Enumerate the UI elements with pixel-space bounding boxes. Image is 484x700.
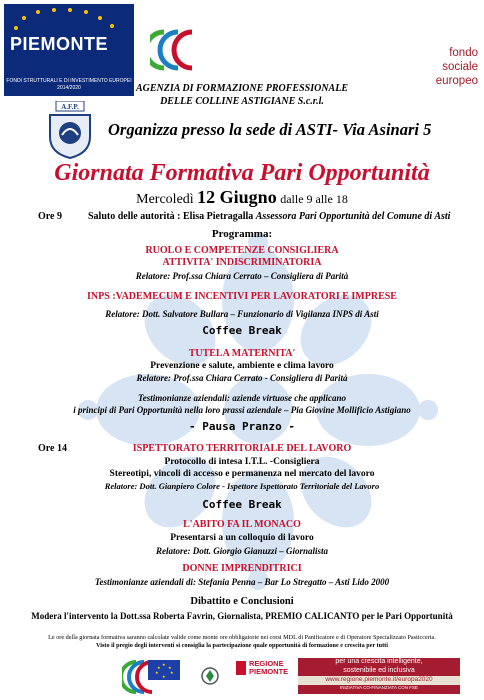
event-date-value: 12 Giugno bbox=[197, 187, 277, 207]
regione-shield-icon bbox=[236, 661, 246, 675]
programma-heading: Programma: bbox=[211, 228, 273, 240]
afp-crest-logo bbox=[44, 101, 96, 159]
footer-note-line2: Visto il pregio degli interventi si consiglia la partecipazione quale opportunità di formazione e crescita per tutti bbox=[96, 642, 388, 649]
regione-piemonte-logo bbox=[236, 660, 290, 676]
piemonte-logo-subtitle: FONDI STRUTTURALI E DI INVESTIMENTO EUROPEI 2014/2020 bbox=[6, 78, 132, 91]
session5-title: L'ABITO FA IL MONACO bbox=[183, 519, 301, 530]
session2-title: INPS :VADEMECUM E INCENTIVI PER LAVORATORI E IMPRESE bbox=[87, 291, 397, 302]
saluto-role: Assessora Pari Opportunità del Comune di Asti bbox=[255, 211, 451, 222]
session4-subtitle-1: Protocollo di intesa I.T.L. -Consigliera bbox=[164, 457, 320, 467]
coffee-break-1: Coffee Break bbox=[202, 324, 282, 337]
organizza-line: Organizza presso la sede di ASTI- Via Asinari 5 bbox=[108, 120, 432, 139]
banner-line1: per una crescita intelligente, bbox=[335, 658, 423, 665]
eu-flag-icon: ★ ★ ★ ★ ★ ★ bbox=[148, 660, 180, 680]
afp-logo-text: A.F.P. bbox=[61, 103, 79, 111]
ccc-logo bbox=[150, 26, 202, 74]
session4-speaker: Relatore: Dott. Gianpiero Colore - Ispettore Ispettorato Territoriale del Lavoro bbox=[104, 481, 380, 491]
session5-subtitle: Presentarsi a un colloquio di lavoro bbox=[170, 533, 314, 543]
session6-testimony: Testimonianze aziendali di: Stefania Penna – Bar Lo Stregatto – Asti Lido 2000 bbox=[94, 577, 390, 587]
session3-title: TUTELA MATERNITA' bbox=[188, 348, 296, 359]
session1-title-line1: RUOLO E COMPETENZE CONSIGLIERA bbox=[145, 245, 339, 256]
coffee-break-2: Coffee Break bbox=[202, 498, 282, 511]
session1-speaker: Relatore: Prof.ssa Chiara Cerrato – Consigliera di Parità bbox=[135, 271, 349, 281]
session3-testimony-line2: i principi di Pari Opportunità nella loro prassi aziendale – Pia Giovine Mollificio Astigiano bbox=[73, 405, 411, 415]
agency-line2: DELLE COLLINE ASTIGIANE S.c.r.l. bbox=[160, 96, 324, 107]
lunch-break: - Pausa Pranzo - bbox=[189, 420, 295, 433]
saluto-line bbox=[88, 211, 450, 224]
saluto-text: Saluto delle autorità : Elisa Pietragalla bbox=[88, 211, 254, 222]
event-title: Giornata Formativa Pari Opportunità bbox=[54, 160, 430, 186]
event-hours: dalle 9 alle 18 bbox=[280, 192, 348, 206]
session2-speaker: Relatore: Dott. Salvatore Bullara – Funzionario di Vigilanza INPS di Asti bbox=[105, 309, 379, 319]
debate-heading: Dibattito e Conclusioni bbox=[190, 596, 294, 607]
ore14-label: Ore 14 bbox=[38, 443, 67, 454]
banner-small: INIZIATIVA CO-FINANZIATA CON FSE bbox=[340, 684, 418, 690]
piemonte-logo-text: PIEMONTE bbox=[10, 34, 109, 54]
fse-line2: sociale europeo bbox=[435, 61, 478, 87]
session3-subtitle: Prevenzione e salute, ambiente e clima lavoro bbox=[150, 361, 334, 371]
session6-title: DONNE IMPRENDITRICI bbox=[182, 563, 302, 574]
banner-url: www.regione.piemonte.it/europa2020 bbox=[298, 676, 460, 685]
footer-note bbox=[0, 634, 484, 650]
regione-line1: REGIONE bbox=[249, 659, 284, 668]
agency-line1: AGENZIA DI FORMAZIONE PROFESSIONALE bbox=[136, 83, 348, 94]
footer-note-line1: Le ore della giornata formativa saranno calcolate valide come monte ore obbligatorie nei corsi MDL di Panificatore e di Operatore Specializzato Pasticceria. bbox=[48, 634, 436, 641]
session4-title: ISPETTORATO TERRITORIALE DEL LAVORO bbox=[132, 443, 352, 454]
session4-subtitle-2: Stereotipi, vincoli di accesso e permanenza nel mercato del lavoro bbox=[109, 469, 375, 479]
moderator-line: Modera l'intervento la Dott.ssa Roberta Favrin, Giornalista, PREMIO CALICANTO per le Pari Opportunità bbox=[31, 611, 453, 621]
session5-speaker: Relatore: Dott. Giorgio Gianuzzi – Giornalista bbox=[155, 546, 329, 556]
session3-testimony-line1: Testimonianze aziendali: aziende virtuose che applicano bbox=[138, 393, 346, 403]
session1-title-line2: ATTIVITA' INDISCRIMINATORIA bbox=[162, 257, 322, 268]
event-date bbox=[0, 187, 484, 208]
regione-line2: PIEMONTE bbox=[249, 667, 289, 676]
fse-line1: fondo bbox=[449, 47, 478, 59]
ore9-label: Ore 9 bbox=[38, 211, 62, 222]
banner-line2: sostenibile ed inclusiva bbox=[343, 666, 415, 674]
europa2020-banner bbox=[298, 658, 460, 694]
event-day: Mercoledì bbox=[136, 192, 194, 207]
session3-speaker: Relatore: Prof.ssa Chiara Cerrato - Consigliera di Parità bbox=[136, 373, 348, 383]
